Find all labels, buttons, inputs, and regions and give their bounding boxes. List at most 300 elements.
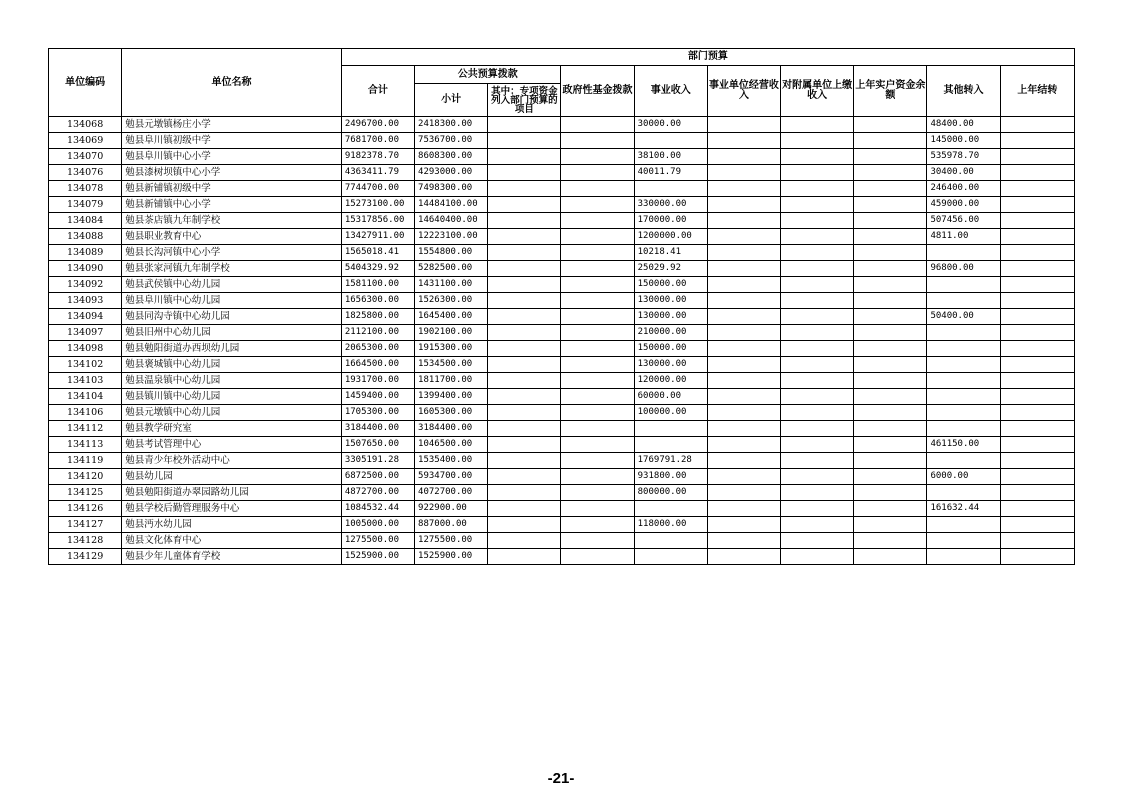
cell-prev-year-carryover xyxy=(1000,197,1074,213)
cell-prev-year-balance xyxy=(854,309,927,325)
cell-prev-year-carryover xyxy=(1000,533,1074,549)
cell-other-transfer xyxy=(927,245,1000,261)
cell-business-income: 100000.00 xyxy=(634,405,707,421)
cell-business-operating xyxy=(707,309,780,325)
cell-other-transfer xyxy=(927,549,1000,565)
cell-affiliated-income xyxy=(781,117,854,133)
cell-subtotal: 4072700.00 xyxy=(415,485,488,501)
cell-unit-code: 134076 xyxy=(49,165,122,181)
table-row xyxy=(49,245,1075,261)
table-row xyxy=(49,229,1075,245)
cell-business-operating xyxy=(707,229,780,245)
cell-unit-code: 134084 xyxy=(49,213,122,229)
cell-special-included xyxy=(488,357,561,373)
cell-special-included xyxy=(488,197,561,213)
cell-other-transfer: 246400.00 xyxy=(927,181,1000,197)
cell-business-income: 10218.41 xyxy=(634,245,707,261)
cell-prev-year-balance xyxy=(854,517,927,533)
header-other-transfer: 其他转入 xyxy=(927,66,1000,117)
cell-subtotal: 5934700.00 xyxy=(415,469,488,485)
cell-subtotal: 1902100.00 xyxy=(415,325,488,341)
cell-business-income: 150000.00 xyxy=(634,277,707,293)
cell-business-income xyxy=(634,181,707,197)
cell-unit-code: 134113 xyxy=(49,437,122,453)
cell-unit-code: 134093 xyxy=(49,293,122,309)
cell-other-transfer: 507456.00 xyxy=(927,213,1000,229)
cell-prev-year-carryover xyxy=(1000,389,1074,405)
cell-unit-code: 134098 xyxy=(49,341,122,357)
cell-special-included xyxy=(488,229,561,245)
cell-other-transfer: 145000.00 xyxy=(927,133,1000,149)
cell-affiliated-income xyxy=(781,485,854,501)
cell-subtotal: 1605300.00 xyxy=(415,405,488,421)
cell-unit-name: 勉县职业教育中心 xyxy=(122,229,342,245)
cell-total: 1507650.00 xyxy=(341,437,414,453)
cell-total: 1525900.00 xyxy=(341,549,414,565)
cell-unit-name: 勉县文化体育中心 xyxy=(122,533,342,549)
cell-business-income: 130000.00 xyxy=(634,309,707,325)
cell-total: 1005000.00 xyxy=(341,517,414,533)
cell-business-income xyxy=(634,421,707,437)
cell-other-transfer xyxy=(927,357,1000,373)
page-number: -21- xyxy=(547,770,575,787)
cell-unit-code: 134129 xyxy=(49,549,122,565)
cell-subtotal: 1554800.00 xyxy=(415,245,488,261)
cell-prev-year-balance xyxy=(854,405,927,421)
cell-business-income xyxy=(634,533,707,549)
cell-prev-year-balance xyxy=(854,485,927,501)
cell-affiliated-income xyxy=(781,421,854,437)
cell-prev-year-balance xyxy=(854,389,927,405)
cell-prev-year-balance xyxy=(854,373,927,389)
cell-other-transfer xyxy=(927,453,1000,469)
cell-other-transfer xyxy=(927,293,1000,309)
cell-subtotal: 1046500.00 xyxy=(415,437,488,453)
cell-other-transfer: 535978.70 xyxy=(927,149,1000,165)
cell-gov-fund xyxy=(561,421,634,437)
table-row xyxy=(49,437,1075,453)
cell-total: 7744700.00 xyxy=(341,181,414,197)
cell-subtotal: 887000.00 xyxy=(415,517,488,533)
cell-total: 15317856.00 xyxy=(341,213,414,229)
cell-other-transfer xyxy=(927,373,1000,389)
table-row xyxy=(49,197,1075,213)
cell-unit-code: 134069 xyxy=(49,133,122,149)
cell-unit-name: 勉县褒城镇中心幼儿园 xyxy=(122,357,342,373)
cell-prev-year-carryover xyxy=(1000,517,1074,533)
table-row xyxy=(49,325,1075,341)
cell-subtotal: 1275500.00 xyxy=(415,533,488,549)
cell-gov-fund xyxy=(561,517,634,533)
table-row xyxy=(49,277,1075,293)
header-affiliated-income: 对附属单位上缴收入 xyxy=(781,66,854,117)
cell-prev-year-balance xyxy=(854,293,927,309)
cell-business-income: 30000.00 xyxy=(634,117,707,133)
cell-gov-fund xyxy=(561,117,634,133)
table-row xyxy=(49,213,1075,229)
cell-unit-code: 134103 xyxy=(49,373,122,389)
cell-unit-name: 勉县武侯镇中心幼儿园 xyxy=(122,277,342,293)
cell-prev-year-carryover xyxy=(1000,293,1074,309)
cell-gov-fund xyxy=(561,325,634,341)
cell-business-operating xyxy=(707,213,780,229)
header-business-income: 事业收入 xyxy=(634,66,707,117)
cell-unit-code: 134119 xyxy=(49,453,122,469)
cell-unit-name: 勉县旧州中心幼儿园 xyxy=(122,325,342,341)
cell-unit-code: 134106 xyxy=(49,405,122,421)
cell-unit-code: 134088 xyxy=(49,229,122,245)
cell-prev-year-carryover xyxy=(1000,485,1074,501)
cell-unit-code: 134089 xyxy=(49,245,122,261)
cell-affiliated-income xyxy=(781,261,854,277)
cell-total: 1825800.00 xyxy=(341,309,414,325)
cell-special-included xyxy=(488,181,561,197)
cell-business-operating xyxy=(707,117,780,133)
cell-gov-fund xyxy=(561,501,634,517)
cell-special-included xyxy=(488,437,561,453)
cell-unit-code: 134078 xyxy=(49,181,122,197)
cell-special-included xyxy=(488,245,561,261)
cell-business-income: 40011.79 xyxy=(634,165,707,181)
cell-business-income: 931800.00 xyxy=(634,469,707,485)
cell-other-transfer xyxy=(927,325,1000,341)
cell-subtotal: 14640400.00 xyxy=(415,213,488,229)
cell-business-operating xyxy=(707,517,780,533)
cell-other-transfer: 4811.00 xyxy=(927,229,1000,245)
table-row xyxy=(49,517,1075,533)
table-row xyxy=(49,133,1075,149)
cell-gov-fund xyxy=(561,165,634,181)
cell-business-operating xyxy=(707,533,780,549)
header-subtotal: 小计 xyxy=(415,84,488,117)
cell-gov-fund xyxy=(561,309,634,325)
cell-prev-year-carryover xyxy=(1000,277,1074,293)
cell-unit-code: 134126 xyxy=(49,501,122,517)
cell-unit-name: 勉县温泉镇中心幼儿园 xyxy=(122,373,342,389)
cell-gov-fund xyxy=(561,469,634,485)
table-row xyxy=(49,549,1075,565)
cell-special-included xyxy=(488,261,561,277)
header-business-operating: 事业单位经营收入 xyxy=(707,66,780,117)
cell-gov-fund xyxy=(561,277,634,293)
cell-total: 1565018.41 xyxy=(341,245,414,261)
cell-unit-code: 134102 xyxy=(49,357,122,373)
cell-business-income: 210000.00 xyxy=(634,325,707,341)
cell-special-included xyxy=(488,341,561,357)
cell-gov-fund xyxy=(561,261,634,277)
cell-unit-code: 134068 xyxy=(49,117,122,133)
cell-affiliated-income xyxy=(781,517,854,533)
cell-special-included xyxy=(488,501,561,517)
header-prev-year-carryover: 上年结转 xyxy=(1000,66,1074,117)
header-total: 合计 xyxy=(341,66,414,117)
cell-prev-year-carryover xyxy=(1000,373,1074,389)
cell-affiliated-income xyxy=(781,357,854,373)
cell-special-included xyxy=(488,165,561,181)
cell-subtotal: 3184400.00 xyxy=(415,421,488,437)
table-row xyxy=(49,373,1075,389)
table-row xyxy=(49,117,1075,133)
cell-business-income: 1200000.00 xyxy=(634,229,707,245)
cell-total: 2065300.00 xyxy=(341,341,414,357)
cell-unit-name: 勉县漆树坝镇中心小学 xyxy=(122,165,342,181)
cell-business-operating xyxy=(707,421,780,437)
cell-business-operating xyxy=(707,293,780,309)
cell-prev-year-balance xyxy=(854,229,927,245)
header-public-budget: 公共预算拨款 xyxy=(415,66,561,84)
cell-unit-name: 勉县镇川镇中心幼儿园 xyxy=(122,389,342,405)
header-unit-code: 单位编码 xyxy=(49,49,122,117)
cell-business-income xyxy=(634,501,707,517)
table-row xyxy=(49,485,1075,501)
cell-special-included xyxy=(488,133,561,149)
cell-special-included xyxy=(488,533,561,549)
cell-other-transfer xyxy=(927,517,1000,533)
cell-prev-year-carryover xyxy=(1000,357,1074,373)
cell-total: 4872700.00 xyxy=(341,485,414,501)
cell-gov-fund xyxy=(561,213,634,229)
cell-total: 1084532.44 xyxy=(341,501,414,517)
cell-prev-year-carryover xyxy=(1000,501,1074,517)
cell-unit-code: 134070 xyxy=(49,149,122,165)
cell-business-income xyxy=(634,549,707,565)
cell-total: 2112100.00 xyxy=(341,325,414,341)
cell-other-transfer xyxy=(927,277,1000,293)
cell-total: 1275500.00 xyxy=(341,533,414,549)
cell-unit-name: 勉县元墩镇杨庄小学 xyxy=(122,117,342,133)
cell-other-transfer xyxy=(927,389,1000,405)
cell-special-included xyxy=(488,453,561,469)
cell-other-transfer: 30400.00 xyxy=(927,165,1000,181)
cell-prev-year-balance xyxy=(854,501,927,517)
cell-prev-year-balance xyxy=(854,453,927,469)
cell-business-income: 60000.00 xyxy=(634,389,707,405)
cell-unit-code: 134092 xyxy=(49,277,122,293)
cell-prev-year-carryover xyxy=(1000,165,1074,181)
cell-affiliated-income xyxy=(781,437,854,453)
cell-total: 4363411.79 xyxy=(341,165,414,181)
cell-subtotal: 1525900.00 xyxy=(415,549,488,565)
cell-unit-code: 134094 xyxy=(49,309,122,325)
cell-unit-name: 勉县学校后勤管理服务中心 xyxy=(122,501,342,517)
cell-total: 9182378.70 xyxy=(341,149,414,165)
budget-table-sheet xyxy=(48,48,1075,565)
table-row xyxy=(49,149,1075,165)
cell-prev-year-balance xyxy=(854,133,927,149)
cell-special-included xyxy=(488,421,561,437)
cell-prev-year-carryover xyxy=(1000,325,1074,341)
cell-unit-name: 勉县青少年校外活动中心 xyxy=(122,453,342,469)
cell-subtotal: 1399400.00 xyxy=(415,389,488,405)
cell-affiliated-income xyxy=(781,341,854,357)
cell-gov-fund xyxy=(561,181,634,197)
cell-special-included xyxy=(488,405,561,421)
cell-subtotal: 922900.00 xyxy=(415,501,488,517)
cell-gov-fund xyxy=(561,453,634,469)
cell-unit-code: 134104 xyxy=(49,389,122,405)
cell-business-operating xyxy=(707,437,780,453)
cell-gov-fund xyxy=(561,357,634,373)
cell-business-operating xyxy=(707,357,780,373)
cell-prev-year-carryover xyxy=(1000,133,1074,149)
cell-affiliated-income xyxy=(781,453,854,469)
cell-subtotal: 7536700.00 xyxy=(415,133,488,149)
cell-affiliated-income xyxy=(781,405,854,421)
header-gov-fund: 政府性基金拨款 xyxy=(561,66,634,117)
cell-unit-name: 勉县新铺镇初级中学 xyxy=(122,181,342,197)
cell-business-income: 800000.00 xyxy=(634,485,707,501)
cell-unit-name: 勉县勉阳街道办西坝幼儿园 xyxy=(122,341,342,357)
table-row xyxy=(49,533,1075,549)
cell-subtotal: 5282500.00 xyxy=(415,261,488,277)
cell-unit-name: 勉县勉阳街道办翠园路幼儿园 xyxy=(122,485,342,501)
cell-prev-year-carryover xyxy=(1000,437,1074,453)
cell-affiliated-income xyxy=(781,373,854,389)
cell-other-transfer: 48400.00 xyxy=(927,117,1000,133)
cell-unit-name: 勉县幼儿园 xyxy=(122,469,342,485)
table-row xyxy=(49,341,1075,357)
cell-total: 1656300.00 xyxy=(341,293,414,309)
cell-affiliated-income xyxy=(781,213,854,229)
cell-affiliated-income xyxy=(781,197,854,213)
cell-gov-fund xyxy=(561,197,634,213)
cell-other-transfer: 161632.44 xyxy=(927,501,1000,517)
cell-other-transfer: 461150.00 xyxy=(927,437,1000,453)
cell-special-included xyxy=(488,309,561,325)
cell-business-operating xyxy=(707,453,780,469)
cell-business-income xyxy=(634,437,707,453)
cell-business-operating xyxy=(707,181,780,197)
cell-unit-name: 勉县张家河镇九年制学校 xyxy=(122,261,342,277)
table-row xyxy=(49,357,1075,373)
cell-affiliated-income xyxy=(781,533,854,549)
cell-prev-year-carryover xyxy=(1000,181,1074,197)
cell-business-income: 118000.00 xyxy=(634,517,707,533)
cell-unit-name: 勉县沔水幼儿园 xyxy=(122,517,342,533)
cell-total: 5404329.92 xyxy=(341,261,414,277)
cell-gov-fund xyxy=(561,229,634,245)
cell-total: 1581100.00 xyxy=(341,277,414,293)
cell-prev-year-balance xyxy=(854,117,927,133)
cell-prev-year-balance xyxy=(854,245,927,261)
cell-business-income: 130000.00 xyxy=(634,293,707,309)
cell-gov-fund xyxy=(561,437,634,453)
cell-business-income: 130000.00 xyxy=(634,357,707,373)
cell-business-income: 120000.00 xyxy=(634,373,707,389)
cell-gov-fund xyxy=(561,341,634,357)
cell-affiliated-income xyxy=(781,245,854,261)
cell-business-operating xyxy=(707,133,780,149)
cell-subtotal: 1915300.00 xyxy=(415,341,488,357)
header-dept-budget: 部门预算 xyxy=(341,49,1074,66)
cell-prev-year-carryover xyxy=(1000,453,1074,469)
cell-unit-name: 勉县阜川镇中心小学 xyxy=(122,149,342,165)
cell-subtotal: 1645400.00 xyxy=(415,309,488,325)
cell-business-operating xyxy=(707,485,780,501)
cell-business-operating xyxy=(707,469,780,485)
cell-subtotal: 4293000.00 xyxy=(415,165,488,181)
cell-affiliated-income xyxy=(781,181,854,197)
cell-prev-year-carryover xyxy=(1000,213,1074,229)
cell-total: 1931700.00 xyxy=(341,373,414,389)
cell-unit-name: 勉县同沟寺镇中心幼儿园 xyxy=(122,309,342,325)
cell-prev-year-balance xyxy=(854,261,927,277)
cell-prev-year-carryover xyxy=(1000,117,1074,133)
table-row xyxy=(49,405,1075,421)
cell-prev-year-carryover xyxy=(1000,261,1074,277)
cell-prev-year-carryover xyxy=(1000,341,1074,357)
cell-special-included xyxy=(488,485,561,501)
table-row xyxy=(49,501,1075,517)
cell-other-transfer: 50400.00 xyxy=(927,309,1000,325)
cell-unit-code: 134128 xyxy=(49,533,122,549)
cell-prev-year-carryover xyxy=(1000,229,1074,245)
cell-total: 1664500.00 xyxy=(341,357,414,373)
cell-other-transfer xyxy=(927,405,1000,421)
cell-business-operating xyxy=(707,197,780,213)
cell-prev-year-balance xyxy=(854,325,927,341)
cell-total: 1459400.00 xyxy=(341,389,414,405)
cell-prev-year-balance xyxy=(854,277,927,293)
cell-other-transfer xyxy=(927,341,1000,357)
cell-prev-year-balance xyxy=(854,341,927,357)
cell-special-included xyxy=(488,469,561,485)
cell-unit-name: 勉县阜川镇中心幼儿园 xyxy=(122,293,342,309)
cell-affiliated-income xyxy=(781,389,854,405)
cell-subtotal: 7498300.00 xyxy=(415,181,488,197)
cell-prev-year-balance xyxy=(854,357,927,373)
cell-business-operating xyxy=(707,245,780,261)
cell-unit-code: 134079 xyxy=(49,197,122,213)
cell-affiliated-income xyxy=(781,469,854,485)
cell-prev-year-balance xyxy=(854,533,927,549)
cell-subtotal: 1811700.00 xyxy=(415,373,488,389)
cell-subtotal: 12223100.00 xyxy=(415,229,488,245)
cell-unit-name: 勉县茶店镇九年制学校 xyxy=(122,213,342,229)
cell-business-operating xyxy=(707,389,780,405)
cell-gov-fund xyxy=(561,149,634,165)
cell-business-operating xyxy=(707,149,780,165)
header-prev-year-balance: 上年实户资金余额 xyxy=(854,66,927,117)
cell-affiliated-income xyxy=(781,133,854,149)
cell-prev-year-balance xyxy=(854,437,927,453)
table-row xyxy=(49,181,1075,197)
cell-affiliated-income xyxy=(781,149,854,165)
cell-business-income: 330000.00 xyxy=(634,197,707,213)
cell-unit-name: 勉县考试管理中心 xyxy=(122,437,342,453)
cell-gov-fund xyxy=(561,293,634,309)
cell-special-included xyxy=(488,117,561,133)
cell-business-income: 150000.00 xyxy=(634,341,707,357)
table-row xyxy=(49,165,1075,181)
cell-unit-code: 134120 xyxy=(49,469,122,485)
cell-subtotal: 2418300.00 xyxy=(415,117,488,133)
cell-prev-year-balance xyxy=(854,213,927,229)
cell-affiliated-income xyxy=(781,309,854,325)
cell-prev-year-carryover xyxy=(1000,149,1074,165)
cell-total: 1705300.00 xyxy=(341,405,414,421)
cell-affiliated-income xyxy=(781,165,854,181)
cell-business-operating xyxy=(707,277,780,293)
cell-business-operating xyxy=(707,341,780,357)
cell-gov-fund xyxy=(561,389,634,405)
cell-gov-fund xyxy=(561,245,634,261)
cell-gov-fund xyxy=(561,485,634,501)
table-row xyxy=(49,309,1075,325)
cell-affiliated-income xyxy=(781,549,854,565)
cell-business-operating xyxy=(707,501,780,517)
cell-business-income xyxy=(634,133,707,149)
